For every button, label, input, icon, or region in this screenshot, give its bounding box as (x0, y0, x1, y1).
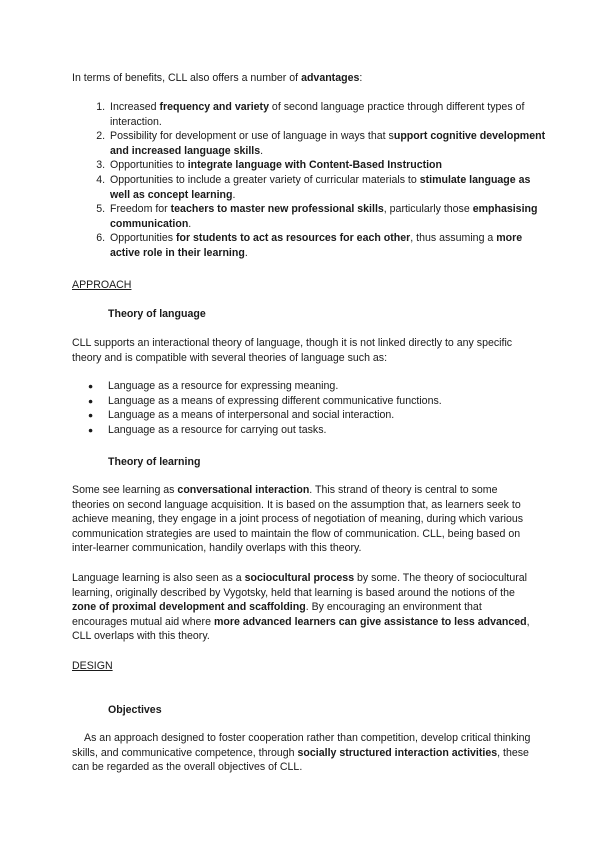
bold-text-run: more advanced learners can give assistance to less advanced (213, 615, 527, 628)
bold-text-run: teachers to master new professional skills (170, 203, 384, 216)
approach-heading: APPROACH (72, 279, 132, 291)
bold-text-run: more active role in their learning (110, 232, 523, 259)
objectives-heading: Objectives (108, 704, 162, 716)
bold-text-run: for students to act as resources for each other (175, 232, 411, 245)
bold-text-run: conversational interaction (177, 484, 310, 496)
text-run: , these can be regarded as the overall objectives of CLL. (72, 746, 529, 774)
text-run: Some see learning as (72, 484, 178, 496)
advantages-list (72, 100, 548, 261)
sociocultural-paragraph (72, 571, 532, 644)
bullet-item: ● Language as a means of interpersonal and social interaction. (72, 408, 512, 423)
theory-of-language-heading: Theory of language (108, 308, 206, 320)
conversational-interaction-paragraph (72, 483, 532, 556)
text-run: of second language practice through different types of interaction. (110, 101, 525, 128)
text-run: Opportunities to include a greater variety of curricular materials to (110, 173, 420, 186)
text-run: Possibility for development or use of language in ways that s (110, 130, 394, 143)
text-run: In terms of benefits, CLL also offers a number of (72, 72, 302, 84)
advantage-item (108, 202, 548, 231)
text-run: Opportunities to (110, 159, 188, 172)
advantage-item (108, 173, 548, 202)
design-heading: DESIGN (72, 660, 113, 672)
language-views-list (72, 379, 512, 437)
bold-text-run: advantages (301, 72, 360, 84)
bold-text-run: sociocultural process (244, 572, 355, 584)
bullet-item: ● Language as a means of expressing different communicative functions. (72, 394, 512, 409)
bold-text-run: zone of proximal development and scaffolding (72, 601, 306, 614)
bold-text-run: socially structured interaction activities (297, 746, 498, 759)
text-run: As an approach designed to foster cooperation rather than competition, develop critical thinking skills, and communicative competence, through (72, 732, 531, 759)
text-run: Language learning is also seen as a (72, 572, 245, 584)
text-run: . (232, 188, 236, 201)
bold-text-run: stimulate language as well as concept learning (110, 173, 531, 201)
advantage-item (108, 158, 548, 173)
text-run: . (244, 246, 248, 259)
text-run: . This strand of theory is central to some theories on second language acquisition. It is based on the assumption that, as learners seek to achieve meaning, they engage in a joint process of negotiation of meaning, during which various communication strategies are used to maintain the flow of communication. CLL, being based on inter-learner communication, handily overlaps with this theory. (72, 484, 524, 555)
text-run: . (188, 217, 192, 230)
bold-text-run: upport cognitive development and increased language skills (110, 130, 546, 157)
advantage-item (108, 100, 548, 129)
text-run: , particularly those (383, 203, 473, 216)
bold-text-run: integrate language with Content-Based Instruction (187, 159, 442, 172)
text-run: , CLL overlaps with this theory. (72, 615, 530, 643)
text-run: Opportunities (110, 232, 176, 245)
bullet-item: ● Language as a resource for carrying out tasks. (72, 423, 512, 438)
text-run: Freedom for (110, 203, 171, 216)
advantage-item (108, 231, 548, 260)
text-run: Increased (110, 101, 160, 113)
bold-text-run: emphasising communication (110, 203, 538, 230)
theory-of-learning-heading: Theory of learning (108, 456, 201, 468)
text-run: by some. The theory of sociocultural learning, originally described by Vygotsky, held that learning is based around the notions of the (72, 572, 528, 599)
bullet-item: ● Language as a resource for expressing meaning. (72, 379, 512, 394)
text-run: : (359, 72, 363, 84)
theory-of-language-paragraph: CLL supports an interactional theory of language, though it is not linked directly to any specific theory and is compatible with several theories of language such as: (72, 337, 513, 364)
text-run: , thus assuming a (410, 232, 497, 245)
bold-text-run: frequency and variety (159, 101, 269, 113)
advantage-item (108, 129, 548, 158)
text-run: . By encouraging an environment that encourages mutual aid where (72, 601, 482, 628)
benefits-intro (72, 71, 532, 86)
text-run: . (260, 144, 264, 157)
objectives-paragraph (72, 731, 532, 775)
